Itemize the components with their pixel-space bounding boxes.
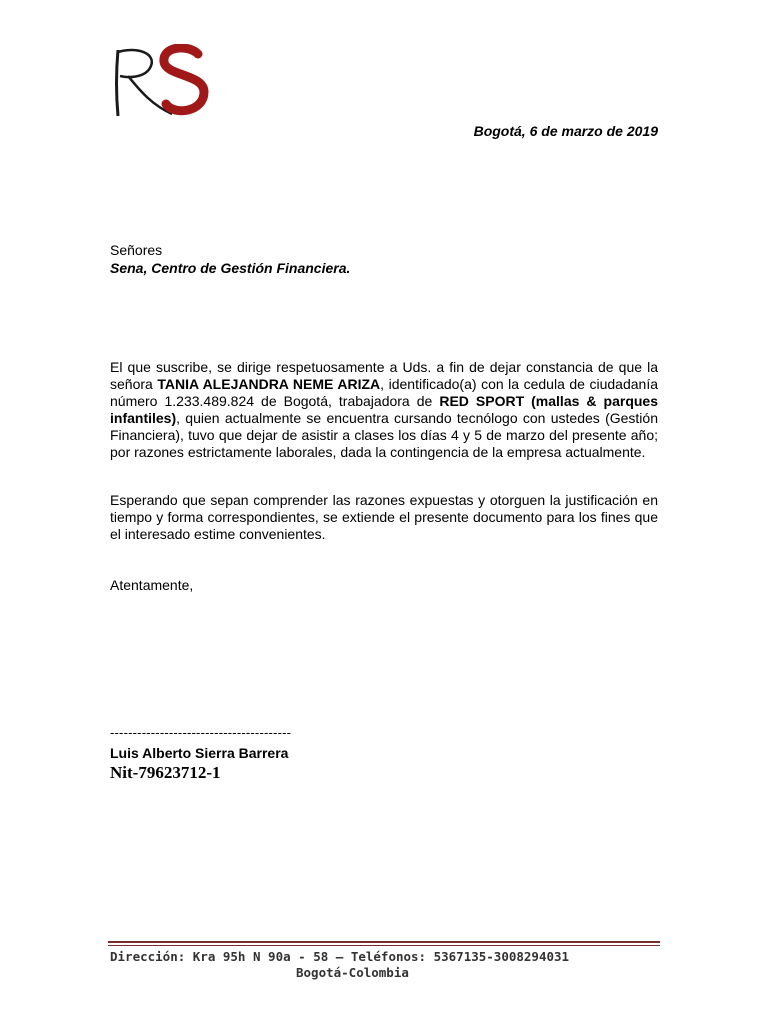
signer-name: Luis Alberto Sierra Barrera	[110, 745, 289, 761]
footer-rule-thick	[108, 941, 660, 943]
recipient-block	[110, 241, 350, 277]
employee-name: TANIA ALEJANDRA NEME ARIZA	[157, 376, 381, 392]
body-paragraph-1	[110, 359, 658, 461]
signer-nit: Nit-79623712-1	[110, 763, 221, 782]
letter-date: Bogotá, 6 de marzo de 2019	[473, 123, 658, 139]
signature-line: ----------------------------------------	[110, 725, 292, 740]
p1-text-3: , quien actualmente se encuentra cursando tecnólogo con ustedes (Gestión Financiera), tuvo que dejar de asistir a clases los días 4 y 5 de marzo del presente año; por razones estrictamente laborales, dada la contingencia de la empresa actualmente.	[110, 410, 658, 460]
recipient-organization: Sena, Centro de Gestión Financiera.	[110, 260, 351, 276]
p1-text-1: El que suscribe, se dirige respetuosamente a Uds. a fin de dejar constancia de que la señora	[110, 359, 658, 392]
p1-text-2: , identificado(a) con la cedula de ciudadanía número 1.233.489.824 de Bogotá, trabajadora de	[110, 376, 658, 409]
footer-address: Dirección: Kra 95h N 90a - 58 – Teléfonos: 5367135-3008294031	[110, 949, 570, 964]
footer-city: Bogotá-Colombia	[296, 965, 409, 980]
closing: Atentamente,	[110, 577, 194, 593]
company-name: RED SPORT (mallas & parques infantiles)	[110, 393, 658, 426]
body-paragraph-2: Esperando que sepan comprender las razones expuestas y otorguen la justificación en tiempo y forma correspondientes, se extiende el presente documento para los fines que el interesado estime convenientes.	[110, 492, 658, 542]
salutation: Señores	[110, 242, 163, 258]
footer-rule-thin	[108, 945, 660, 946]
rs-logo	[112, 44, 216, 118]
